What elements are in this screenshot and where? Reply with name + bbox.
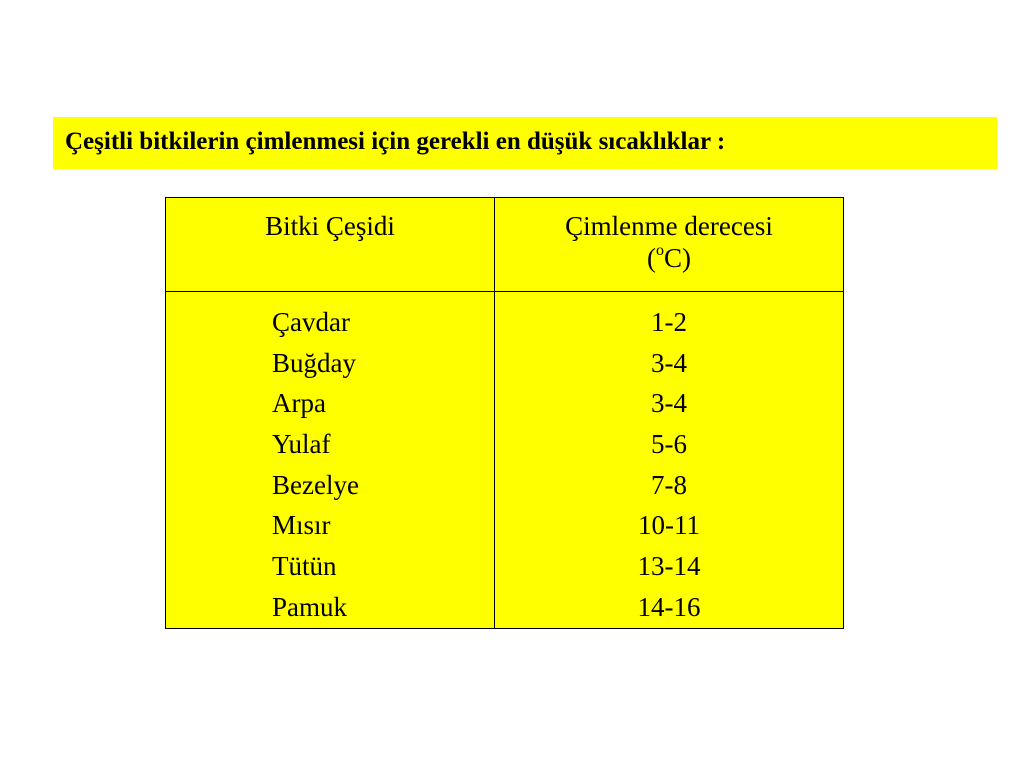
header-plant-type: Bitki Çeşidi (265, 211, 395, 241)
table-cell-temperature: 1-2 (651, 307, 687, 337)
table-cell-temperature: 7-8 (651, 469, 687, 500)
table-cell-temperature: 14-16 (637, 591, 701, 622)
header-germination-degree (495, 210, 843, 274)
table-cell-temperature: 3-4 (651, 347, 687, 378)
table-cell-plant: Buğday (272, 347, 356, 378)
table-cell-plant: Yulaf (272, 429, 331, 460)
table-cell-temperature: 3-4 (651, 388, 687, 419)
table-cell-plant: Çavdar (272, 307, 350, 337)
table-cell-temperature: 10-11 (638, 510, 700, 541)
header-unit-close: C) (664, 243, 691, 273)
header-unit-open: ( (647, 243, 656, 273)
temperature-list (495, 302, 843, 628)
slide-title: Çeşitli bitkilerin çimlenmesi için gerekli en düşük sıcaklıklar : (65, 128, 726, 155)
table-cell-plant: Arpa (272, 388, 326, 419)
table-cell-plant: Bezelye (272, 469, 359, 500)
degree-symbol: o (656, 242, 664, 259)
germination-table (165, 197, 844, 629)
header-unit (495, 242, 843, 274)
plant-list (272, 302, 359, 628)
table-cell-temperature: 5-6 (651, 429, 687, 460)
table-cell-plant: Pamuk (272, 591, 348, 622)
title-banner (53, 117, 997, 169)
table-cell-plant: Tütün (272, 551, 337, 582)
table-cell-plant: Mısır (272, 510, 331, 541)
header-germination-label: Çimlenme derecesi (565, 211, 773, 241)
table-cell-temperature: 13-14 (637, 551, 701, 582)
header-divider (166, 291, 843, 292)
